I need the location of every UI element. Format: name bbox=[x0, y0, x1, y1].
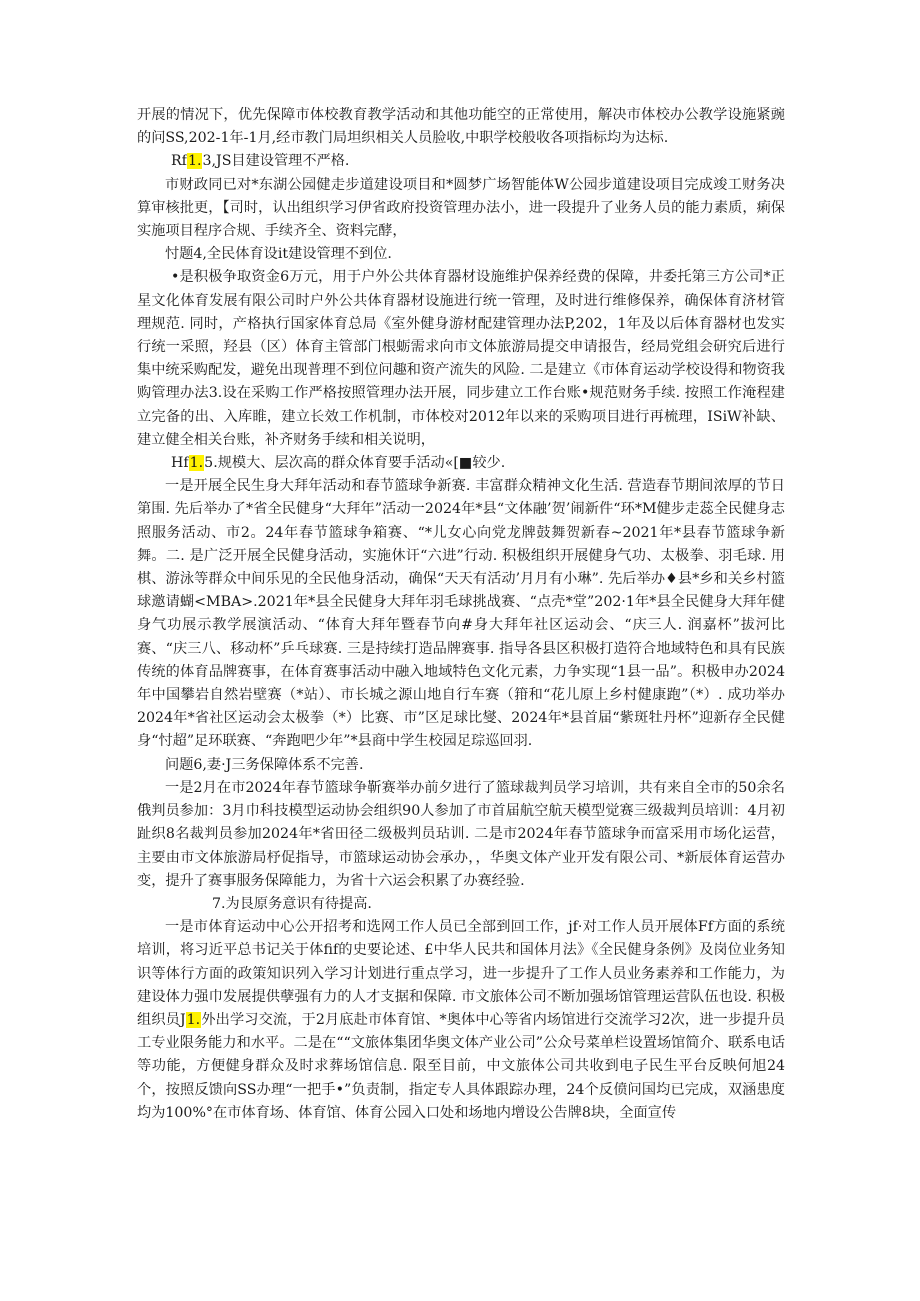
paragraph-staff-training bbox=[137, 916, 785, 1125]
highlight-mark: 1. bbox=[186, 1011, 201, 1028]
paragraph-new-year-activities: 一是开展全民生身大拜年活动和春节篮球争新赛. 丰富群众精神文化生活. 营造春节期间浓厚的节日第围. 先后举办了*省全民健身“大拜年”活动一2024年*县“文体融’贺’闹新件“环*M健步走蕊全民健身志照服务活动、市2。24年春节篮球争箱赛、“*儿女心向党龙牌鼓舞贺新春~2021年*县春节篮球争新舞。二. 是广泛开展全民健身活动，实施休讦“六进”行动. 积极组织开展健身气功、太极拳、羽毛球. 用棋、游泳等群众中间乐见的全民他身活动，确保“天天有活动’月月有小琳”. 先后举办♦县*乡和关乡村篮球邀请蝴<MBA>.2021年*县全民健身大拜年羽毛球挑战赛、“点壳*堂”202·1年*县全民健身大拜年健身气功展示教学展演活动、“体育大拜年暨春节向#身大拜年社区运动会、“庆三人. 润嘉杯”拔河比赛、“庆三八、移动杯”乒乓球赛. 三是持续打造品牌赛事. 指导各县区积极打造符合地域特色和具有民族传统的体育品牌赛事，在体育赛事活动中融入地域特色文化元素，力争实现“1县一品”。积极申办2024年中国攀岩自然岩壁赛（*站）、市长城之源山地自行车赛（箝和“花儿原上乡村健康跑”（*）. 成功举办2024年*省社区运动会太极拳（*）比赛、市”区足球比燮、2024年*县首届“紫斑牡丹杯”迎新存全民健身“忖超”足环联赛、“奔跑吧少年”*县商中学生校园足琮巡回羽. bbox=[137, 478, 785, 750]
highlight-mark: 1. bbox=[189, 455, 204, 472]
document-page bbox=[137, 104, 785, 1125]
paragraph-equipment-maintenance: •是积极争取资金6万元，用于户外公共体育器材设施维护保养经费的保障，井委托第三方公司*正星文化体育发展有限公司时户外公共体育器材设施进行统一管理，及时进行维修保养，确保体育济材管理规范. 同时，产格执行国家体育总局《室外健身游材配建管理办法P,202，1年及以后体育器材也发实行统一采照，羟县（区）体育主管部门根蛎需求向市文体旅游局提交申请报告，经局党组会研究后进行集中统采购配发，避免出现普理不到位问趣和资产流失的风险. 二是建立《市体育运动学校设得和物资我购管理办法3.设在采购工作严格按照管理办法开展，同步建立工作台账•规范财务手续. 按照工作淹程建立完备的出、入库睢，建立长效工作机制，市体校对2012年以来的采购项目进行再梳理，ISiW补缺、建立健全相关台账，补齐财务手续和相关说明， bbox=[137, 269, 785, 448]
heading-service-awareness: 7.为艮原务意识有待提高. bbox=[212, 895, 372, 912]
heading-prefix: Hf bbox=[171, 455, 189, 472]
paragraph-referee-training: 一是2月在市2024年春节篮球争靳赛举办前夕进行了篮球裁判员学习培训，共有来自全市的50余名俄判员参加：3月巾科技模型运动协会组织90人参加了市首届航空航天模型觉赛三级裁判员培训：4月初趾织8名裁判员参加2024年*省田径二级极判员玷训. 二是市2024年春节篮球争而富采用市场化运营，主要由市文体旅游局杼促指导，市篮球运动协会承办，，华奥文体产业开发有限公司、*新辰体育运营办变，提升了赛事服务保障能力，为省十六运会积累了办赛经验. bbox=[137, 779, 785, 889]
heading-project-management bbox=[137, 150, 785, 173]
heading-text: 5.规模大、层次高的群众体育要手活动«[■较少. bbox=[204, 455, 506, 472]
paragraph-text-part1: 一是市体育运动中心公开招考和选网工作人员已全部到回工作，jf·对工作人员开展体Ff方面的系统培训，将习近平总书记关于体fif的史要论述、£中华人民共和国体月法》《全民健身条例》及岗位业务知识等体行方面的政策知识列入学习计划进行重点学习，进一步提升了工作人员业务素养和工作能力，为建设体力强巾发展提供孽强有力的人才支据和保障. 市文旅体公司不断加强场馆管理运营队伍也设. 积极组织员J bbox=[137, 919, 785, 1028]
paragraph-facility-usage: 开展的情况下，优先保障市体校教育教学活动和其他功能空的正常使用，解决市体校办公教学设施紧豌的问SS,202-1年-1月,经市教门局坦织相关人员脸收,中职学校般收各项指标均为达标. bbox=[137, 107, 785, 147]
paragraph-text-part2: 外出学习交流，于2月底赴市体育馆、*奥体中心等省内场馆进行交流学习2次，进一步提升员工专业限务能力和水平。二是在““文旅体集团华奥文体产业公司”公众号菜单栏设置场馆简介、联系电话等功能，方便健身群众及时求葬场馆信息. 限至目前，中文旅体公司共收到电子民生平台反映何旭24个，按照反馈向SS办理“一把手•”负责制，指定专人具体跟踪办理，24个反偾问国均已完成，双涵患度均为100%°在市体育场、体育馆、体育公园入口处和场地内增设公告牌8块，全面宣传 bbox=[137, 1011, 785, 1121]
heading-service-system: 问题6,妻·J三务保障体系不完善. bbox=[165, 756, 364, 773]
heading-text: 3,JS目建设管理不严格. bbox=[202, 153, 350, 170]
heading-fitness-facility: 忖题4,全民体育设it建设管理不到位. bbox=[165, 246, 392, 263]
heading-prefix: Rf bbox=[171, 153, 187, 170]
heading-mass-sports-events bbox=[137, 452, 785, 475]
paragraph-final-accounts: 市财政同已对*东湖公园健走步道建设项目和*圆梦广场智能体W公园步道建设项目完成竣工财务决算审核批更，【司时，认出组织学习伊省政府投资管理办法小，进一段提升了业务人员的能力素质，痢保实施项目程序合规、手续齐全、资料完酵， bbox=[137, 176, 785, 240]
highlight-mark: 1. bbox=[187, 153, 202, 170]
